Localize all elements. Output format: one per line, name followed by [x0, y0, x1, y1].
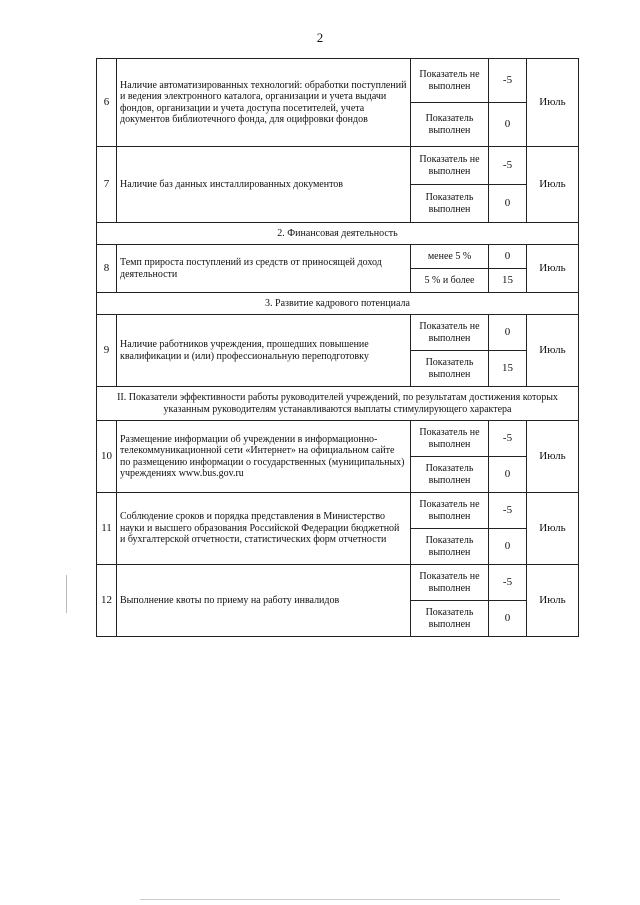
section-header	[97, 387, 579, 421]
month-cell: Июль	[527, 315, 579, 387]
section-title: II. Показатели эффективности работы руководителей учреждений, по результатам достижения которых указанным руководителям устанавливаются выплаты стимулирующего характера	[97, 387, 579, 421]
section-header	[97, 223, 579, 245]
month-cell: Июль	[527, 565, 579, 637]
points-cell: 0	[489, 529, 527, 565]
indicator-cell: 5 % и более	[411, 269, 489, 293]
points-cell: 15	[489, 269, 527, 293]
criterion-text: Наличие автоматизированных технологий: обработки поступлений и ведения электронного каталога, организации и учета выдачи фондов, организации и учета доступа посетителей, учета документов библиотечного фонда, для оцифровки фондов	[117, 59, 411, 147]
criterion-text: Размещение информации об учреждении в информационно-телекоммуникационной сети «Интернет» на официальном сайте по размещению информации о государственных (муниципальных) учреждениях www.bus.gov.ru	[117, 421, 411, 493]
indicator-cell: Показатель выполнен	[411, 529, 489, 565]
row-number: 12	[97, 565, 117, 637]
indicator-cell: Показатель не выполнен	[411, 315, 489, 351]
indicator-cell: Показатель не выполнен	[411, 565, 489, 601]
month-cell: Июль	[527, 245, 579, 293]
scan-edge-mark	[66, 575, 67, 613]
row-number: 6	[97, 59, 117, 147]
month-cell: Июль	[527, 59, 579, 147]
indicator-cell: Показатель выполнен	[411, 601, 489, 637]
indicator-cell: Показатель не выполнен	[411, 421, 489, 457]
month-cell: Июль	[527, 493, 579, 565]
points-cell: 15	[489, 351, 527, 387]
points-cell: 0	[489, 185, 527, 223]
table-row	[97, 59, 579, 103]
section-title: 2. Финансовая деятельность	[97, 223, 579, 245]
table-row	[97, 493, 579, 529]
table-row	[97, 315, 579, 351]
indicator-cell: Показатель не выполнен	[411, 59, 489, 103]
indicator-cell: Показатель выполнен	[411, 457, 489, 493]
indicator-cell: Показатель выполнен	[411, 185, 489, 223]
indicator-cell: Показатель не выполнен	[411, 147, 489, 185]
row-number: 9	[97, 315, 117, 387]
row-number: 11	[97, 493, 117, 565]
page-number: 2	[316, 30, 324, 45]
scan-bottom-mark	[140, 899, 560, 900]
points-cell: 0	[489, 457, 527, 493]
points-cell: 0	[489, 245, 527, 269]
table-row	[97, 565, 579, 601]
points-cell: 0	[489, 103, 527, 147]
indicator-cell: Показатель не выполнен	[411, 493, 489, 529]
points-cell: -5	[489, 421, 527, 457]
indicator-cell: Показатель выполнен	[411, 103, 489, 147]
indicator-cell: Показатель выполнен	[411, 351, 489, 387]
points-cell: -5	[489, 565, 527, 601]
criterion-text: Выполнение квоты по приему на работу инвалидов	[117, 565, 411, 637]
criteria-table	[96, 58, 579, 637]
criterion-text: Темп прироста поступлений из средств от приносящей доход деятельности	[117, 245, 411, 293]
criterion-text: Соблюдение сроков и порядка представления в Министерство науки и высшего образования Российской Федерации бюджетной и бухгалтерской отчетности, статистических форм отчетности	[117, 493, 411, 565]
table-row	[97, 147, 579, 185]
row-number: 7	[97, 147, 117, 223]
points-cell: -5	[489, 493, 527, 529]
table-row	[97, 245, 579, 269]
table-row	[97, 421, 579, 457]
points-cell: -5	[489, 147, 527, 185]
criterion-text: Наличие баз данных инсталлированных документов	[117, 147, 411, 223]
section-header	[97, 293, 579, 315]
indicator-cell: менее 5 %	[411, 245, 489, 269]
section-title: 3. Развитие кадрового потенциала	[97, 293, 579, 315]
points-cell: -5	[489, 59, 527, 103]
criterion-text: Наличие работников учреждения, прошедших повышение квалификации и (или) профессиональную переподготовку	[117, 315, 411, 387]
row-number: 10	[97, 421, 117, 493]
points-cell: 0	[489, 315, 527, 351]
month-cell: Июль	[527, 147, 579, 223]
row-number: 8	[97, 245, 117, 293]
month-cell: Июль	[527, 421, 579, 493]
points-cell: 0	[489, 601, 527, 637]
